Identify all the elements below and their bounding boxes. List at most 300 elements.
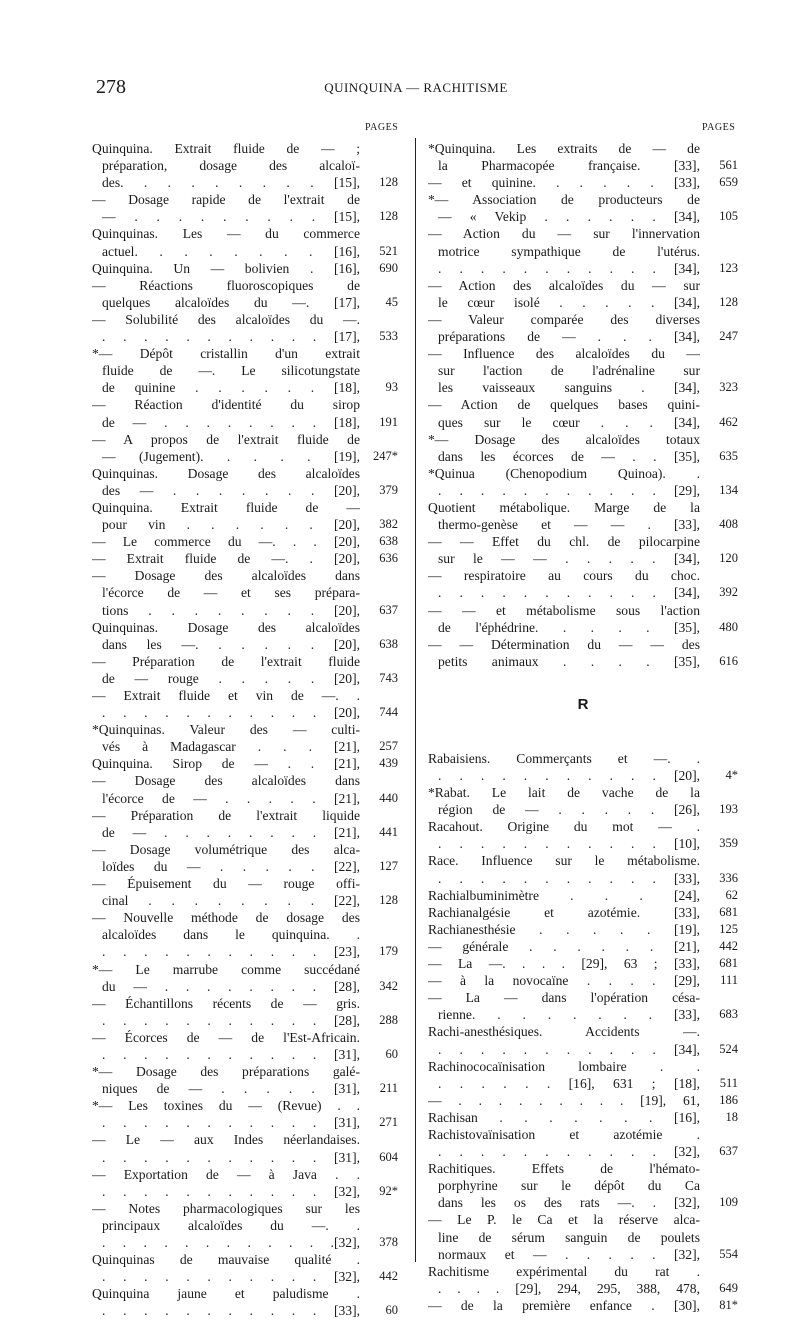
entry-text: — Exportation de — à Java . . — [92, 1166, 360, 1182]
page-ref: 123 — [719, 260, 738, 275]
page-ref — [700, 431, 738, 448]
entry-text: — Préparation de l'extrait fluide — [92, 653, 360, 669]
index-line — [92, 704, 398, 721]
page-ref: 637 — [379, 602, 398, 617]
page-ref: 323 — [719, 380, 738, 395]
index-line — [428, 750, 738, 767]
index-line — [92, 482, 398, 499]
entry-text: . . . . . . . . . . . [23], — [102, 944, 360, 960]
entry-text: . . . . . . . . . . . [32], — [102, 1183, 360, 1199]
entry-text: — respiratoire au cours du choc. — [428, 568, 700, 584]
entry-text: Rachisan . . . . . . . [16], — [428, 1109, 700, 1125]
page-ref — [700, 362, 738, 379]
page-ref: 60 — [385, 1046, 398, 1061]
page-ref — [700, 1126, 738, 1143]
entry-text: fluide de —. Le silicotungstate — [102, 363, 360, 379]
entry-text: *— Association de producteurs de — [428, 192, 700, 208]
index-line — [92, 499, 398, 516]
index-line — [428, 818, 738, 835]
entry-text: — Dosage des alcaloïdes dans — [92, 568, 360, 584]
entry-text: motrice sympathique de l'utérus. — [438, 243, 700, 259]
page-ref: 659 — [719, 175, 738, 190]
index-line — [92, 379, 398, 396]
entry-text: *— Le marrube comme succédané — [92, 961, 360, 977]
page-ref — [360, 431, 398, 448]
index-line — [428, 955, 738, 972]
page-ref — [700, 1160, 738, 1177]
entry-text: des — . . . . . . . [20], — [102, 482, 360, 498]
index-line — [92, 1029, 398, 1046]
entry-text: — Le commerce du —. . . [20], — [92, 534, 360, 550]
index-line — [428, 140, 738, 157]
entry-text: loïdes du — . . . . . [22], — [102, 858, 360, 874]
index-line — [92, 140, 398, 157]
entry-text: — Le — aux Indes néerlandaises. — [92, 1132, 360, 1148]
section-letter: R — [577, 695, 589, 713]
index-line — [428, 414, 738, 431]
page-ref — [700, 533, 738, 550]
page-ref: 342 — [379, 978, 398, 993]
index-line — [428, 208, 738, 225]
entry-text: — — Détermination du — — des — [428, 636, 700, 652]
index-line — [428, 852, 738, 869]
index-line — [428, 328, 738, 345]
page-ref: 128 — [379, 175, 398, 190]
index-line — [92, 1234, 398, 1251]
page-ref — [700, 1229, 738, 1246]
page-ref: 638 — [379, 636, 398, 651]
page-ref — [360, 926, 398, 943]
page-ref — [700, 465, 738, 482]
index-line — [92, 584, 398, 601]
entry-text: . . . . . . . . . . . [31], — [102, 1046, 360, 1062]
index-line — [428, 1023, 738, 1040]
entry-text: — Échantillons récents de — gris. — [92, 995, 360, 1011]
entry-text: du — . . . . . . . . [28], — [102, 978, 360, 994]
right-index-column — [428, 140, 738, 1314]
entry-text: line de sérum sanguin de poulets — [438, 1229, 700, 1245]
page-ref — [360, 1166, 398, 1183]
entry-text: . . . . . . . . . . . [32], — [102, 1269, 360, 1285]
index-line — [92, 243, 398, 260]
page-ref: 45 — [385, 294, 398, 309]
index-line — [428, 870, 738, 887]
entry-text: . . . . . . . . . . . [10], — [438, 836, 700, 852]
page-ref — [700, 784, 738, 801]
page-ref: 439 — [379, 756, 398, 771]
page-ref: 128 — [379, 209, 398, 224]
index-line — [92, 174, 398, 191]
index-line — [428, 516, 738, 533]
entry-text: de — . . . . . . . . [18], — [102, 414, 360, 430]
page-ref: 521 — [379, 243, 398, 258]
page-ref — [360, 961, 398, 978]
index-line — [428, 1280, 738, 1297]
index-line — [92, 721, 398, 738]
entry-text: . . . . . . . . . . . [31], — [102, 1115, 360, 1131]
entry-text: alcaloïdes dans le quinquina. . — [102, 927, 360, 943]
page-ref — [700, 1211, 738, 1228]
page-ref — [360, 653, 398, 670]
entry-text: — Écorces de — de l'Est-Africain. — [92, 1029, 360, 1045]
index-line — [428, 396, 738, 413]
entry-text: . . . . . . . . . . . [33], — [102, 1303, 360, 1319]
index-line — [428, 938, 738, 955]
entry-text: rienne. . . . . . . . [33], — [438, 1007, 700, 1023]
page-ref: 247* — [373, 448, 398, 463]
index-line — [92, 875, 398, 892]
page-ref — [700, 989, 738, 1006]
page-ref: 288 — [379, 1012, 398, 1027]
index-line — [92, 995, 398, 1012]
index-line — [428, 465, 738, 482]
entry-text: — Solubilité des alcaloïdes du —. — [92, 311, 360, 327]
index-line — [92, 362, 398, 379]
index-line — [92, 1166, 398, 1183]
page-ref: 480 — [719, 619, 738, 634]
index-line — [428, 243, 738, 260]
page-ref — [700, 1177, 738, 1194]
entry-text: niques de — . . . . . [31], — [102, 1081, 360, 1097]
entry-text: Rachinococaïnisation lombaire . . — [428, 1058, 700, 1074]
entry-text: de quinine . . . . . . [18], — [102, 380, 360, 396]
entry-text: Rachi-anesthésiques. Accidents —. — [428, 1024, 700, 1040]
page-ref — [360, 1200, 398, 1217]
page-ref: 649 — [719, 1280, 738, 1295]
entry-text: Rachitiques. Effets de l'hémato- — [428, 1161, 700, 1177]
index-line — [92, 755, 398, 772]
page-number: 278 — [96, 76, 126, 98]
index-line — [428, 904, 738, 921]
page-ref — [700, 311, 738, 328]
page-ref — [360, 1097, 398, 1114]
entry-text: Quinquinas. Dosage des alcaloïdes — [92, 619, 360, 635]
index-line — [92, 550, 398, 567]
index-line — [92, 277, 398, 294]
index-line — [92, 1131, 398, 1148]
index-line — [428, 1092, 738, 1109]
entry-text: Quinquinas. Dosage des alcaloïdes — [92, 465, 360, 481]
index-line — [428, 989, 738, 1006]
page-ref — [700, 1023, 738, 1040]
page-ref: 604 — [379, 1149, 398, 1164]
index-line — [92, 841, 398, 858]
page-ref: 271 — [379, 1115, 398, 1130]
entry-text: — Réaction d'identité du sirop — [92, 397, 360, 413]
index-line — [92, 1012, 398, 1029]
index-line — [92, 431, 398, 448]
entry-text: — A propos de l'extrait fluide de — [92, 431, 360, 447]
index-line — [428, 533, 738, 550]
entry-text: Rachitisme expérimental du rat . — [428, 1263, 700, 1279]
entry-text: — Extrait fluide de —. . [20], — [92, 551, 360, 567]
entry-text: *Quinquina. Les extraits de — de — [428, 141, 700, 156]
page-ref — [360, 362, 398, 379]
page-ref — [360, 1131, 398, 1148]
index-line — [92, 533, 398, 550]
index-line — [428, 767, 738, 784]
page-ref — [700, 636, 738, 653]
entry-text: *Quinquinas. Valeur des — culti- — [92, 722, 360, 738]
q-entries — [428, 140, 738, 670]
page-ref: 533 — [379, 329, 398, 344]
page-ref: 554 — [719, 1246, 738, 1261]
entry-text: — Action des alcaloïdes du — sur — [428, 277, 700, 293]
index-line — [92, 191, 398, 208]
page-ref: 382 — [379, 517, 398, 532]
entry-text: Quinquina. Extrait fluide de — ; — [92, 141, 360, 156]
entry-text: . . . . . . . . . . . [17], — [102, 329, 360, 345]
entry-text: . . . . [29], 294, 295, 388, 478, — [438, 1280, 700, 1296]
page-header — [96, 76, 736, 100]
page-ref: 4* — [725, 768, 738, 782]
entry-text: préparations de — . . . [34], — [438, 329, 700, 345]
entry-text: normaux et — . . . . . [32], — [438, 1246, 700, 1262]
page-ref: 637 — [719, 1144, 738, 1159]
index-line — [428, 921, 738, 938]
index-line — [428, 972, 738, 989]
entry-text: . . . . . . . . . . . [31], — [102, 1149, 360, 1165]
index-line — [92, 636, 398, 653]
page-ref: 128 — [719, 294, 738, 309]
index-line — [92, 1302, 398, 1319]
page-ref: 134 — [719, 482, 738, 497]
index-line — [428, 1246, 738, 1263]
index-line — [92, 294, 398, 311]
page-ref: 186 — [719, 1092, 738, 1107]
index-line — [92, 738, 398, 755]
page-ref — [700, 602, 738, 619]
page-ref: 743 — [379, 670, 398, 685]
index-line — [92, 892, 398, 909]
index-line — [428, 1109, 738, 1126]
page-ref — [360, 995, 398, 1012]
page-ref — [360, 1063, 398, 1080]
entry-text: de l'éphédrine. . . . . [35], — [438, 619, 700, 635]
index-line — [92, 1097, 398, 1114]
index-line — [428, 345, 738, 362]
page-ref: 636 — [379, 551, 398, 566]
entry-text: quelques alcaloïdes du —. [17], — [102, 294, 360, 310]
index-line — [92, 909, 398, 926]
page-ref — [360, 396, 398, 413]
index-line — [92, 567, 398, 584]
entry-text: . . . . . . . . . . . [34], — [438, 585, 700, 601]
entry-text: des. . . . . . . . . [15], — [102, 175, 360, 191]
index-line — [428, 1126, 738, 1143]
page-ref: 93 — [385, 380, 398, 395]
entry-text: — et quinine. . . . . . [33], — [428, 175, 700, 191]
entry-text: de — . . . . . . . . [21], — [102, 824, 360, 840]
index-line — [428, 784, 738, 801]
page-ref: 191 — [379, 414, 398, 429]
index-line — [92, 414, 398, 431]
entry-text: . . . . . . . . . . . [32], — [438, 1144, 700, 1160]
column-divider — [415, 138, 416, 1262]
entry-text: *— Dosage des préparations galé- — [92, 1064, 360, 1080]
entry-text: — Épuisement du — rouge offi- — [92, 876, 360, 892]
index-line — [92, 858, 398, 875]
page-ref — [700, 852, 738, 869]
index-line — [428, 225, 738, 242]
index-line — [428, 1143, 738, 1160]
index-line — [428, 567, 738, 584]
page-ref: 462 — [719, 414, 738, 429]
entry-text: l'écorce de — . . . . . [21], — [102, 790, 360, 806]
index-line — [428, 1177, 738, 1194]
index-line — [92, 260, 398, 277]
entry-text: petits animaux . . . . [35], — [438, 653, 700, 669]
page-ref: 442 — [719, 938, 738, 953]
entry-text: dans les —. . . . . . [20], — [102, 636, 360, 652]
index-line — [92, 790, 398, 807]
entry-text: — La —. . . . [29], 63 ; [33], — [428, 956, 700, 972]
left-pages-label: PAGES — [365, 122, 399, 133]
index-line — [92, 328, 398, 345]
entry-text: *Rabat. Le lait de vache de la — [428, 785, 700, 801]
entry-text: — Influence des alcaloïdes du — — [428, 346, 700, 362]
page-ref — [700, 1058, 738, 1075]
page-ref: 635 — [719, 448, 738, 463]
index-line — [428, 260, 738, 277]
page-ref — [360, 345, 398, 362]
index-line — [428, 801, 738, 818]
entry-text: l'écorce de — et ses prépara- — [102, 585, 360, 601]
entry-text: — Nouvelle méthode de dosage des — [92, 910, 360, 926]
right-pages-label: PAGES — [702, 122, 736, 133]
page-ref — [360, 619, 398, 636]
entry-text: — « Vekip . . . . . . [34], — [438, 209, 700, 225]
index-line — [428, 550, 738, 567]
index-line — [428, 1058, 738, 1075]
index-line — [92, 1114, 398, 1131]
running-head: QUINQUINA — RACHITISME — [324, 80, 508, 95]
entry-text: — Réactions fluoroscopiques de — [92, 277, 360, 293]
entry-text: — Dosage rapide de l'extrait de — [92, 192, 360, 208]
entry-text: les vaisseaux sanguins . [34], — [438, 380, 700, 396]
entry-text: — Préparation de l'extrait liquide — [92, 807, 360, 823]
page-ref — [360, 311, 398, 328]
index-line — [428, 311, 738, 328]
page-ref — [360, 567, 398, 584]
index-line — [92, 653, 398, 670]
index-line — [428, 619, 738, 636]
entry-text: *— Les toxines du — (Revue) . . — [92, 1098, 360, 1114]
entry-text: — Le P. le Ca et la réserve alca- — [428, 1212, 700, 1228]
page-ref — [360, 584, 398, 601]
page-ref — [360, 841, 398, 858]
page-ref — [360, 465, 398, 482]
page-ref — [360, 1217, 398, 1234]
entry-text: Rachianalgésie et azotémie. [33], — [428, 904, 700, 920]
index-line — [92, 1285, 398, 1302]
index-line — [92, 1149, 398, 1166]
index-line — [428, 379, 738, 396]
page-ref — [700, 277, 738, 294]
index-line — [428, 157, 738, 174]
index-line — [92, 311, 398, 328]
page-ref: 359 — [719, 836, 738, 851]
page-ref: 127 — [379, 858, 398, 873]
entry-text: Rabaisiens. Commerçants et —. . — [428, 750, 700, 766]
entry-text: de — rouge . . . . . [20], — [102, 670, 360, 686]
page-ref: 257 — [379, 739, 398, 754]
page-ref: 128 — [379, 893, 398, 908]
entry-text: . . . . . . . . . . . [34], — [438, 260, 700, 276]
entry-text: — Action du — sur l'innervation — [428, 226, 700, 242]
page-ref: 81* — [719, 1297, 738, 1312]
page-ref: 681 — [719, 904, 738, 919]
index-line — [428, 499, 738, 516]
page-ref: 60 — [385, 1303, 398, 1318]
index-line — [92, 1183, 398, 1200]
page-ref: 247 — [719, 329, 738, 344]
entry-text: préparation, dosage des alcaloï- — [102, 158, 360, 174]
entry-text: Quinquina. Un — bolivien . [16], — [92, 260, 360, 276]
index-line — [428, 174, 738, 191]
index-line — [92, 943, 398, 960]
index-line — [428, 1229, 738, 1246]
entry-text: — Dosage des alcaloïdes dans — [92, 773, 360, 789]
entry-text: actuel. . . . . . . . [16], — [102, 243, 360, 259]
page-ref — [360, 157, 398, 174]
index-line — [428, 1297, 738, 1314]
index-line — [92, 824, 398, 841]
index-line — [92, 1251, 398, 1268]
entry-text: . . . . . . . . . . . [29], — [438, 482, 700, 498]
index-line — [92, 1217, 398, 1234]
entry-text: — . . . . . . . . . [15], — [102, 209, 360, 225]
left-index-column — [92, 140, 398, 1319]
index-line — [92, 602, 398, 619]
entry-text: Quinquinas. Les — du commerce — [92, 226, 360, 242]
page-ref: 62 — [725, 887, 738, 902]
index-line — [428, 431, 738, 448]
index-line — [428, 277, 738, 294]
entry-text: Quotient métabolique. Marge de la — [428, 499, 700, 515]
entry-text: Quinquina. Sirop de — . . [21], — [92, 756, 360, 772]
index-line — [428, 448, 738, 465]
entry-text: *Quinua (Chenopodium Quinoa). . — [428, 465, 700, 481]
page-ref: 524 — [719, 1041, 738, 1056]
page-ref: 441 — [379, 824, 398, 839]
page-ref: 442 — [379, 1269, 398, 1284]
index-line — [428, 482, 738, 499]
entry-text: Rachistovaïnisation et azotémie . — [428, 1126, 700, 1142]
page-ref — [360, 875, 398, 892]
entry-text: vés à Madagascar . . . [21], — [102, 739, 360, 755]
page-ref: 179 — [379, 944, 398, 959]
index-line — [92, 687, 398, 704]
entry-text: principaux alcaloïdes du —. . — [102, 1217, 360, 1233]
entry-text: région de — . . . . . [26], — [438, 802, 700, 818]
index-line — [92, 448, 398, 465]
index-line — [428, 362, 738, 379]
page-ref — [360, 225, 398, 242]
page-ref: 690 — [379, 260, 398, 275]
page-ref — [360, 1029, 398, 1046]
entry-text: — (Jugement). . . . . [19], — [102, 448, 360, 464]
index-line — [428, 1160, 738, 1177]
page-ref: 211 — [379, 1081, 398, 1096]
index-line — [428, 1041, 738, 1058]
page-ref — [700, 396, 738, 413]
index-line — [428, 887, 738, 904]
index-line — [92, 396, 398, 413]
index-line — [92, 807, 398, 824]
entry-text: tions . . . . . . . . [20], — [102, 602, 360, 618]
entry-text: Quinquina jaune et paludisme . — [92, 1286, 360, 1302]
